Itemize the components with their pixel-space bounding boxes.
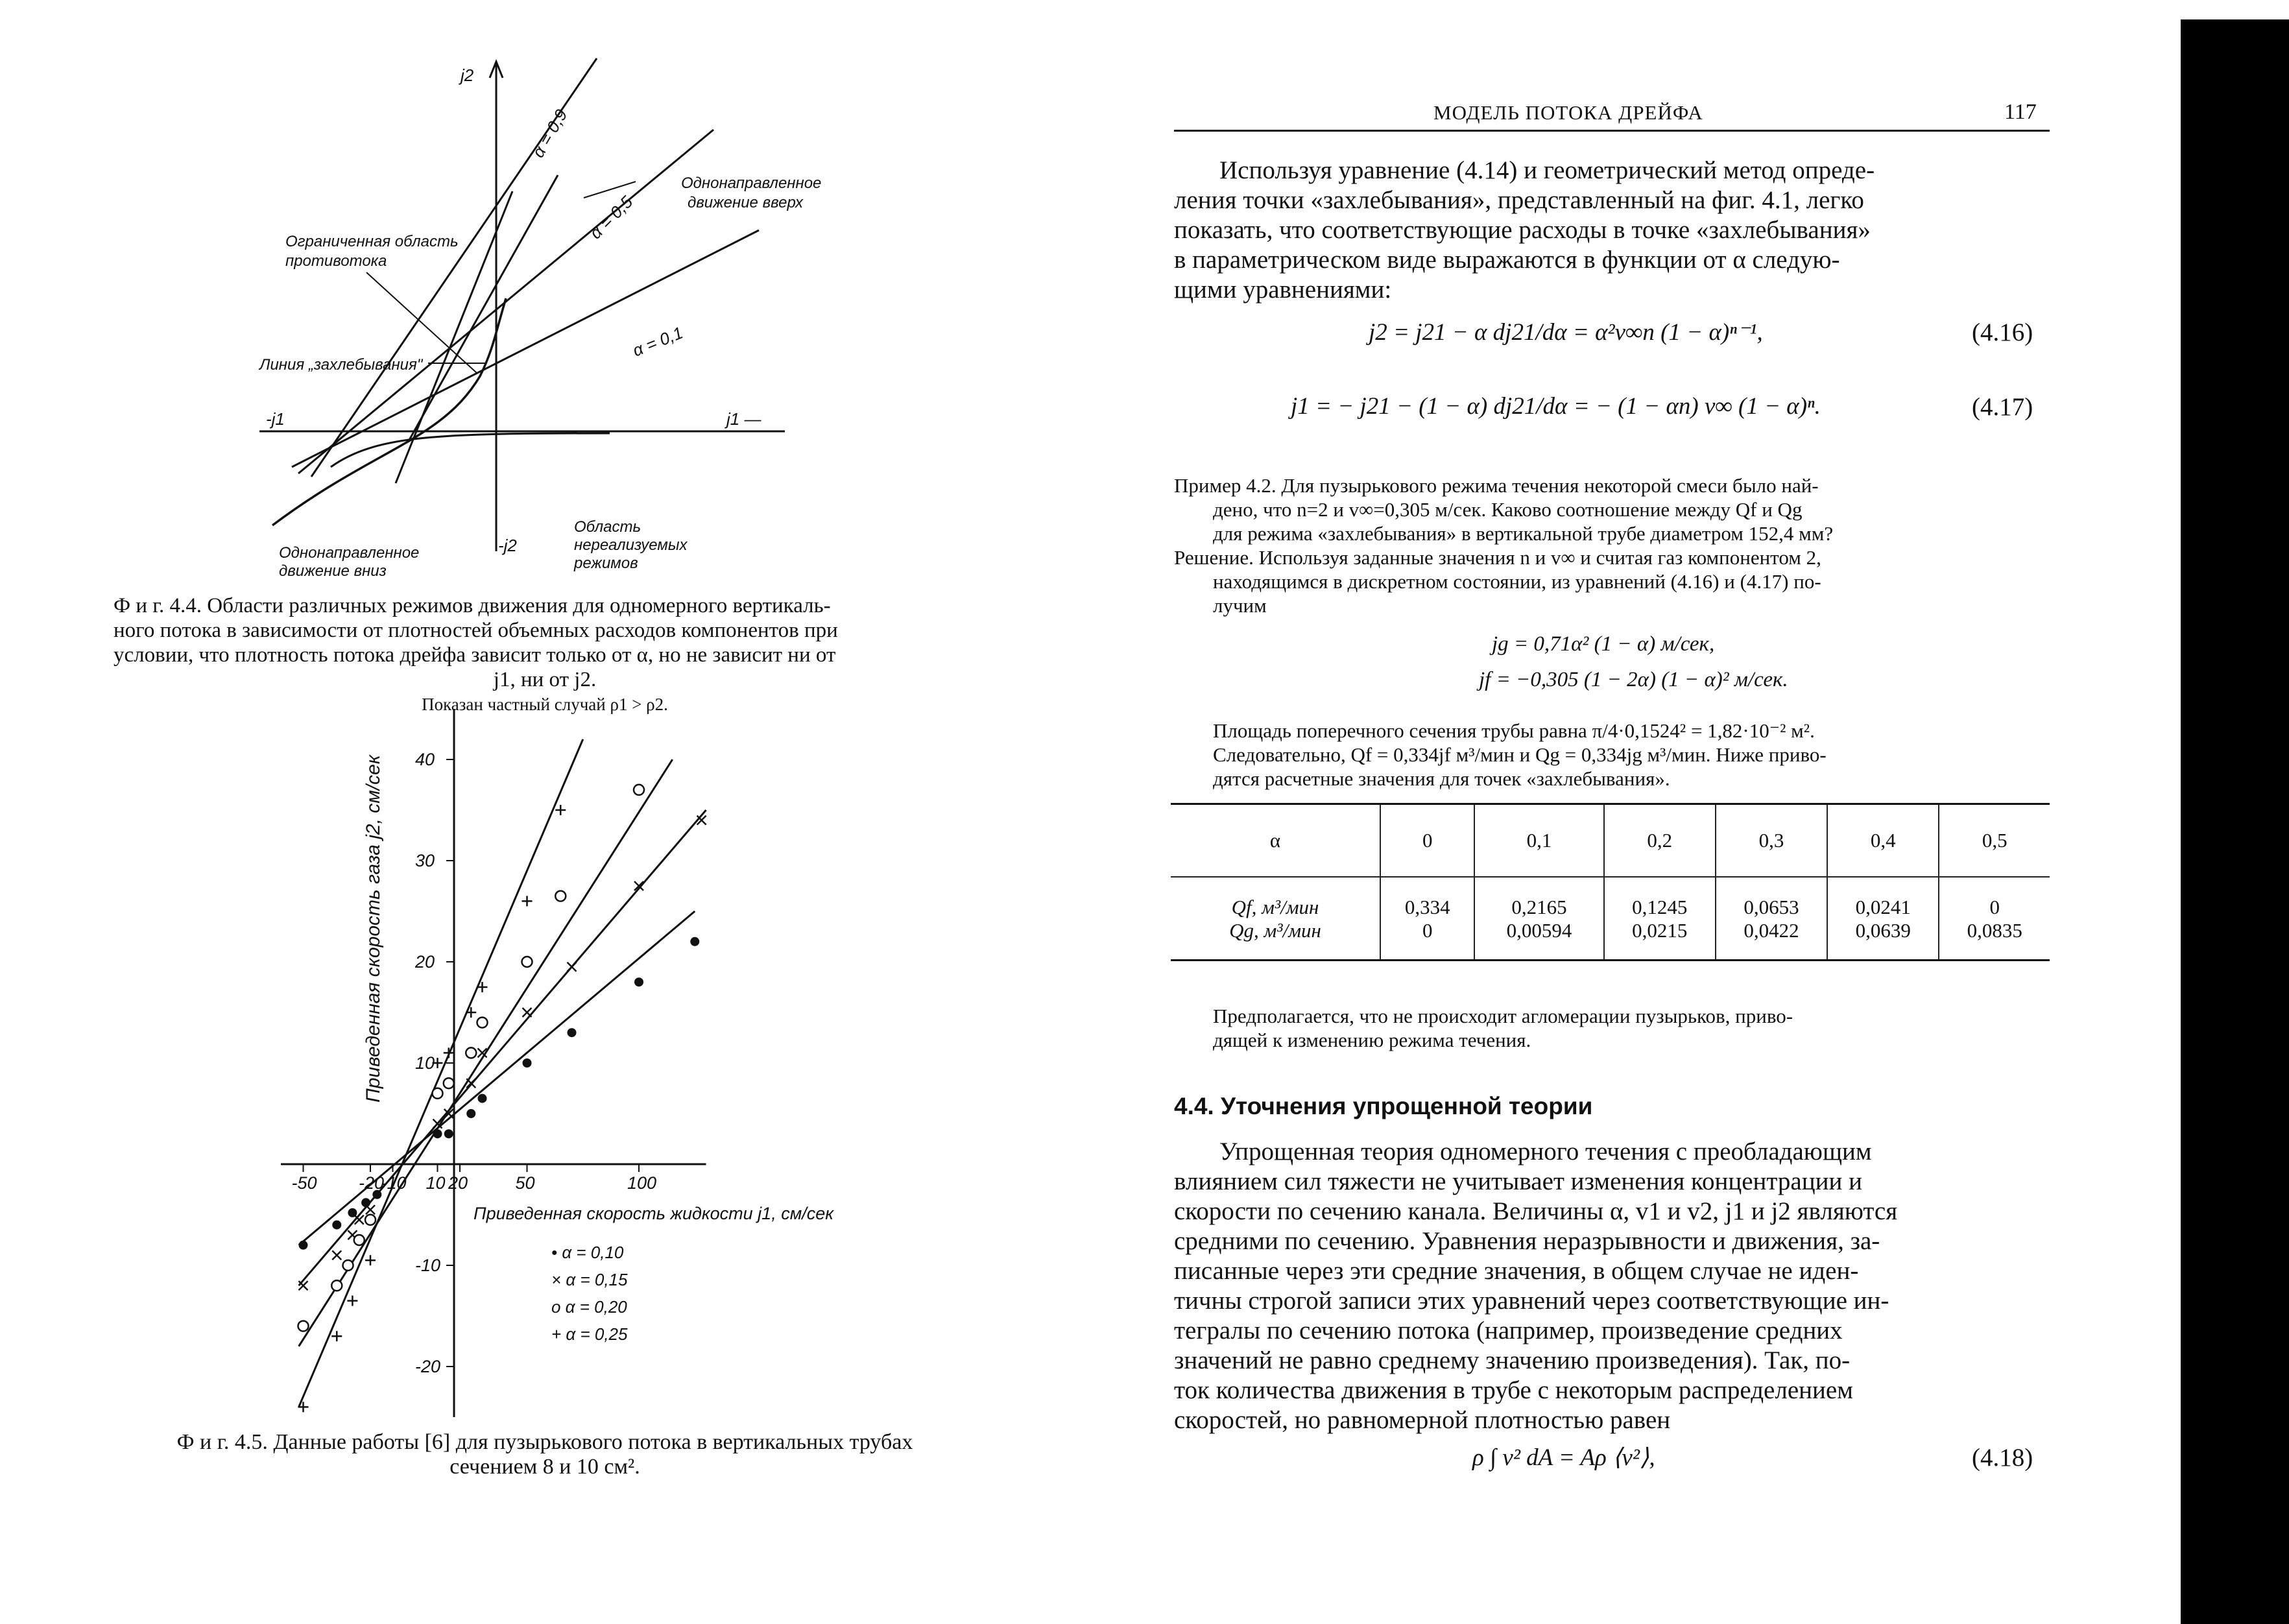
table-cell: 0,2165 <box>1474 877 1603 919</box>
area-line: Площадь поперечного сечения трубы равна π/4·0,1524² = 1,82·10⁻² м². <box>1213 719 1815 742</box>
example-line: Решение. Используя заданные значения n и v∞ и считая газ компонентом 2, <box>1174 546 1821 569</box>
figure-4-5 <box>130 720 908 1420</box>
intro-line: ления точки «захлебывания», представленный на фиг. 4.1, легко <box>1174 186 1864 214</box>
fig44-label-flooding: Линия „захлебывания" <box>259 356 423 374</box>
equation-4-16: j2 = j21 − α dj21/dα = α²v∞n (1 − α)ⁿ⁻¹, <box>1369 319 1763 346</box>
fig44-pointer-up <box>584 182 636 198</box>
intro-line: показать, что соответствующие расходы в точке «захлебывания» <box>1174 216 1871 244</box>
table-cell: 0,0422 <box>1716 919 1827 959</box>
para-line: скорости по сечению канала. Величины α, v1 и v2, j1 и j2 являются <box>1174 1197 1898 1225</box>
fig45-point-cross <box>523 1008 532 1017</box>
fig45-point-dot <box>332 1221 341 1230</box>
fig45-legend-item: × α = 0,15 <box>551 1270 628 1289</box>
area-paragraph <box>1213 719 2050 791</box>
fig45-point-circle <box>444 1078 454 1088</box>
flooding-table <box>1171 803 2050 961</box>
fig45-point-circle <box>354 1235 365 1245</box>
example-line: находящимся в дискретном состоянии, из уравнений (4.16) и (4.17) по- <box>1213 570 1821 593</box>
fig45-point-circle <box>466 1047 476 1058</box>
figure-4-4 <box>246 52 822 584</box>
fig45-point-circle <box>365 1215 376 1225</box>
page-number: 117 <box>2004 100 2037 124</box>
note-line: дящей к изменению режима течения. <box>1213 1029 1531 1051</box>
fig45-fit-line <box>299 911 695 1245</box>
fig44-label-j2: j2 <box>461 66 474 85</box>
table-cell: Qf, м³/мин <box>1231 896 1319 918</box>
fig45-point-cross <box>332 1250 341 1260</box>
fig45-point-plus <box>444 1047 454 1058</box>
intro-line: в параметрическом виде выражаются в функции от α следую- <box>1174 246 1840 274</box>
para-line: средними по сечению. Уравнения неразрывности и движения, за- <box>1174 1227 1880 1255</box>
fig45-point-plus <box>347 1296 357 1306</box>
fig44-label-unreal-2: нереализуемых <box>574 536 688 554</box>
area-line: Следовательно, Qf = 0,334jf м³/мин и Qg = 0,334jg м³/мин. Ниже приво- <box>1213 743 1827 766</box>
para-line: скоростей, но равномерной плотностью равен <box>1174 1406 1671 1434</box>
fig44-label-alpha-01: α = 0,1 <box>630 322 686 361</box>
fig45-point-dot <box>466 1109 475 1118</box>
equation-4-17-number: (4.17) <box>1972 393 2033 421</box>
table-header-cell: α <box>1171 805 1380 877</box>
para-line: Упрощенная теория одномерного течения с преобладающим <box>1219 1138 1872 1165</box>
fig45-point-circle <box>343 1260 354 1271</box>
fig45-point-plus <box>555 805 566 815</box>
table-cell: 0,0835 <box>1939 919 2050 959</box>
table-header-cell: 0,2 <box>1604 805 1716 877</box>
fig45-point-dot <box>433 1129 442 1138</box>
fig45-x-axis-label: Приведенная скорость жидкости j1, см/сек <box>473 1204 833 1223</box>
fig45-point-cross <box>366 1205 375 1214</box>
fig44-caption-note: Показан частный случай ρ1 > ρ2. <box>422 695 668 714</box>
fig45-point-dot <box>299 1241 308 1250</box>
para-line: влиянием сил тяжести не учитывает изменения концентрации и <box>1174 1167 1862 1195</box>
fig44-label-alpha-09: α = 0,9 <box>528 106 571 161</box>
table-cell: 0,334 <box>1380 877 1474 919</box>
fig44-label-up-1: Однонаправленное <box>681 174 822 192</box>
table-row <box>1171 877 2050 919</box>
table-cell: 0 <box>1380 919 1474 959</box>
section-title: 4.4. Уточнения упрощенной теории <box>1174 1093 1593 1119</box>
equation-4-18: ρ ∫ v² dA = Aρ ⟨v²⟩, <box>1472 1444 1655 1471</box>
intro-line: щими уравнениями: <box>1174 276 1392 304</box>
fig44-label-neg-j2: -j2 <box>498 536 517 555</box>
example-line: Пример 4.2. Для пузырькового режима течения некоторой смеси было най- <box>1174 474 1819 497</box>
table-header-row <box>1171 805 2050 877</box>
example-4-2 <box>1174 473 2050 617</box>
fig44-label-up-2: движение вверх <box>688 194 803 211</box>
fig45-legend-item: + α = 0,25 <box>551 1324 628 1344</box>
fig45-point-plus <box>522 896 533 906</box>
fig45-point-dot <box>478 1094 487 1103</box>
fig45-point-cross <box>299 1281 308 1290</box>
running-head-title: МОДЕЛЬ ПОТОКА ДРЕЙФА <box>1433 101 1703 124</box>
fig44-label-alpha-05: α = 0,5 <box>586 192 637 243</box>
example-line: дено, что n=2 и v∞=0,305 м/сек. Каково соотношение между Qf и Qg <box>1213 498 1803 521</box>
fig45-point-dot <box>444 1129 453 1138</box>
fig45-point-dot <box>523 1058 532 1068</box>
fig44-caption-line: j1, ни от j2. <box>493 668 597 691</box>
table-header-cell: 0,4 <box>1827 805 1939 877</box>
para-line: писанные через эти средние значения, в общем случае не иден- <box>1174 1257 1859 1285</box>
fig44-caption <box>114 593 976 717</box>
table-cell: 0,0639 <box>1827 919 1939 959</box>
fig45-point-circle <box>331 1280 342 1291</box>
fig44-label-unreal-1: Область <box>574 518 641 536</box>
para-line: тегралы по сечению потока (например, произведение средних <box>1174 1317 1843 1344</box>
right-page <box>1064 0 2289 1624</box>
fig44-label-unreal-3: режимов <box>574 555 638 572</box>
fig45-y-axis-label: Приведенная скорость газа j2, см/сек <box>363 755 384 1103</box>
fig44-caption-line: Ф и г. 4.4. Области различных режимов движения для одномерного вертикаль- <box>114 594 831 617</box>
fig44-label-down-2: движение вниз <box>279 562 387 580</box>
table-row <box>1171 919 2050 959</box>
fig44-caption-line: ного потока в зависимости от плотностей объемных расходов компонентов при <box>114 619 838 642</box>
fig45-legend-item: • α = 0,10 <box>551 1243 624 1262</box>
fig45-x-tick-label: -20 <box>359 1173 385 1193</box>
section-paragraph <box>1174 1137 2050 1435</box>
fig45-point-circle <box>477 1018 488 1028</box>
scan-black-edge <box>2181 19 2289 1624</box>
fig45-y-tick-label: 30 <box>415 851 435 870</box>
equation-jg: jg = 0,71α² (1 − α) м/сек, <box>1492 632 1715 656</box>
fig45-x-tick-label: 10 <box>425 1173 446 1193</box>
intro-line: Используя уравнение (4.14) и геометрический метод опреде- <box>1219 156 1875 184</box>
fig45-x-tick-label: 50 <box>515 1173 535 1193</box>
fig45-x-tick-label: 100 <box>627 1173 657 1193</box>
fig45-point-circle <box>634 785 644 795</box>
fig44-label-counter-2: противотока <box>285 252 387 270</box>
para-line: ток количества движения в трубе с некоторым распределением <box>1174 1376 1853 1404</box>
fig45-fit-line <box>299 739 583 1407</box>
fig45-point-plus <box>331 1331 342 1341</box>
equation-4-17: j1 = − j21 − (1 − α) dj21/dα = − (1 − αn) v∞ (1 − α)ⁿ. <box>1291 393 1821 420</box>
fig45-y-tick-label: -20 <box>415 1357 441 1376</box>
table-cell: Qg, м³/мин <box>1229 919 1321 942</box>
fig44-line-mid <box>409 175 558 441</box>
fig45-legend-item: o α = 0,20 <box>551 1297 627 1317</box>
fig45-y-tick-label: -10 <box>415 1256 441 1275</box>
table-cell: 0,1245 <box>1604 877 1716 919</box>
fig45-x-tick-label: 20 <box>448 1173 468 1193</box>
intro-paragraph <box>1174 156 2050 305</box>
table-cell: 0 <box>1939 877 2050 919</box>
table-cell: 0,0241 <box>1827 877 1939 919</box>
fig45-x-tick-label: -10 <box>381 1173 407 1193</box>
table-cell: 0,0215 <box>1604 919 1716 959</box>
area-line: дятся расчетные значения для точек «захлебывания». <box>1213 767 1670 790</box>
fig45-legend <box>551 1243 628 1344</box>
fig45-y-tick-label: 40 <box>415 750 435 769</box>
fig45-x-tick-label: -50 <box>291 1173 317 1193</box>
table-cell: 0,0653 <box>1716 877 1827 919</box>
fig45-point-cross <box>466 1079 475 1088</box>
fig45-point-cross <box>568 962 577 972</box>
running-head <box>1174 97 2050 132</box>
equation-jf: jf = −0,305 (1 − 2α) (1 − α)² м/сек. <box>1479 668 1788 691</box>
fig44-label-down-1: Однонаправленное <box>279 544 420 562</box>
example-line: лучим <box>1213 594 1267 617</box>
fig45-point-dot <box>568 1028 577 1037</box>
fig45-point-circle <box>522 957 533 967</box>
fig45-point-circle <box>555 891 566 902</box>
fig44-caption-line: условии, что плотность потока дрейфа зависит только от α, но не зависит ни от <box>114 643 836 667</box>
fig45-point-dot <box>690 937 699 946</box>
table-header-cell: 0,3 <box>1716 805 1827 877</box>
fig45-y-tick-label: 10 <box>415 1053 435 1073</box>
fig45-caption-line: сечением 8 и 10 см². <box>449 1455 640 1479</box>
fig44-label-j1: j1 — <box>726 409 761 429</box>
table-header-cell: 0,5 <box>1939 805 2050 877</box>
fig45-caption <box>114 1430 976 1479</box>
fig45-y-tick-label: 20 <box>415 952 435 972</box>
fig44-flooding-curve <box>272 298 506 525</box>
fig45-point-plus <box>365 1255 376 1265</box>
fig44-label-counter-1: Ограниченная область <box>285 233 459 250</box>
table-header-cell: 0 <box>1380 805 1474 877</box>
fig45-point-circle <box>433 1088 443 1099</box>
fig45-point-circle <box>298 1321 309 1331</box>
fig44-label-neg-j1: -j1 <box>266 409 285 429</box>
table-cell: 0,00594 <box>1474 919 1603 959</box>
left-page <box>0 0 1064 1624</box>
equation-4-16-number: (4.16) <box>1972 318 2033 346</box>
example-line: для режима «захлебывания» в вертикальной трубе диаметром 152,4 мм? <box>1213 522 1834 545</box>
fig45-point-dot <box>634 977 643 986</box>
table-header-cell: 0,1 <box>1474 805 1603 877</box>
table-note <box>1213 1004 2050 1052</box>
equation-4-18-number: (4.18) <box>1972 1444 2033 1472</box>
para-line: тичны строгой записи этих уравнений через соответствующие ин- <box>1174 1287 1889 1315</box>
para-line: значений не равно среднему значению произведения). Так, по- <box>1174 1346 1851 1374</box>
fig45-caption-line: Ф и г. 4.5. Данные работы [6] для пузырькового потока в вертикальных трубах <box>176 1430 913 1454</box>
note-line: Предполагается, что не происходит агломерации пузырьков, приво- <box>1213 1005 1793 1027</box>
